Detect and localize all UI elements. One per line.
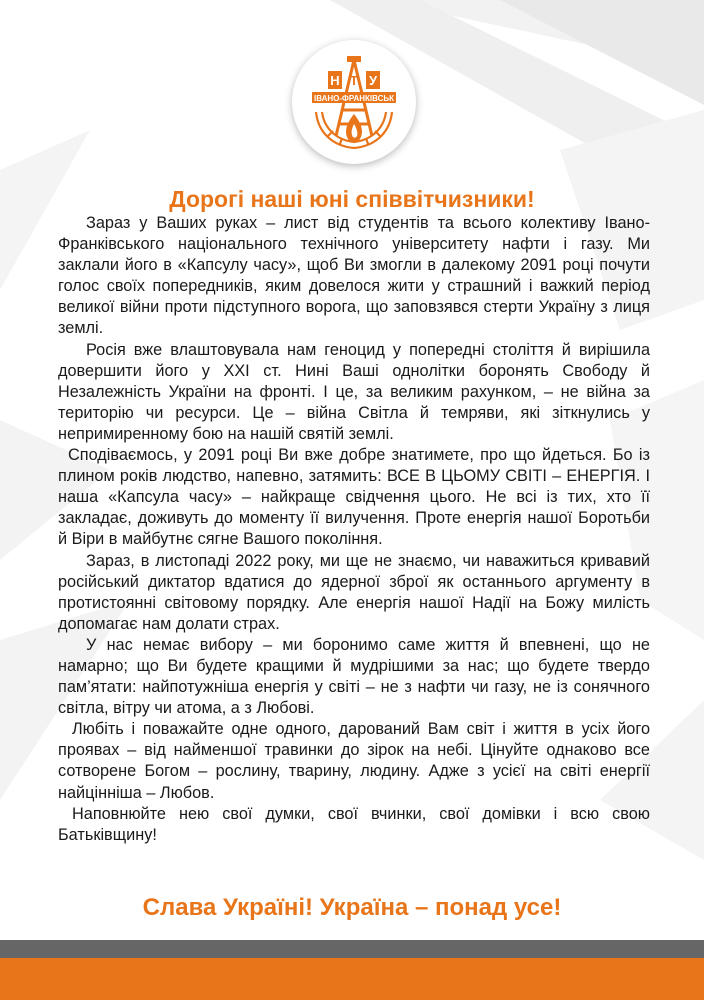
logo-city-text: ІВАНО-ФРАНКІВСЬК	[313, 94, 395, 103]
paragraph: У нас немає вибору – ми боронимо саме життя й впевнені, що не намарно; що Ви будете кращими й мудрішими за нас; що будете твердо пам’ятати: найпотужніша енергія у світі – не з нафти чи газу, не із сонячного світла, вітру чи атома, а з Любові.	[58, 635, 650, 718]
page-heading: Дорогі наші юні співвітчизники!	[169, 186, 535, 212]
logo-letter-n: Н	[330, 73, 340, 88]
flame-icon	[346, 114, 362, 142]
logo-letter-u: У	[368, 73, 378, 88]
paragraph: Зараз, в листопаді 2022 року, ми ще не знаємо, чи наважиться кривавий російський диктатор вдатися до ядерної зброї як останнього аргументу в протистоянні світовому порядку. Але енергія нашої Надії на Божу милість допомагає нам долати страх.	[58, 551, 650, 633]
footer-orange-band	[0, 958, 704, 1000]
paragraph: Наповнюйте нею свої думки, свої вчинки, свої домівки і всю свою Батьківщину!	[58, 804, 650, 844]
letter-body	[58, 213, 650, 846]
paragraph: Росія вже влаштовувала нам геноцид у попередні століття й вирішила довершити його у ХХІ ст. Нині Ваші однолітки боронять Свободу й Незалежність України на фронті. І це, за великим рахунком, – не війна за територію чи ресурси. Це – війна Світла й темряви, які зіткнулись у непримиренному бою на нашій святій землі.	[58, 340, 650, 443]
paragraph: Зараз у Ваших руках – лист від студентів та всього колективу Івано-Франківського національного технічного університету нафти і газу. Ми заклали його в «Капсулу часу», щоб Ви змогли в далекому 2091 році почути голос своїх попередників, яким довелося жити у страшний і важкий період великої війни проти підступного ворога, що заповзявся стерти Україну з лиця землі.	[58, 214, 650, 338]
logo-top-bar	[347, 56, 361, 62]
logo-letter-t: Т	[350, 73, 358, 88]
paragraph: Сподіваємось, у 2091 році Ви вже добре знатимете, про що йдеться. Бо із плином років людство, напевно, затямить: ВСЕ В ЦЬОМУ СВІТІ – ЕНЕРГІЯ. І наша «Капсула часу» – найкраще свідчення цього. Не всі із тих, хто її закладає, доживуть до моменту її вилучення. Проте енергія нашої Боротьби й Віри в майбутнє сягне Вашого покоління.	[58, 446, 650, 549]
paragraph: Любіть і поважайте одне одного, дарований Вам світ і життя в усіх його проявах – від найменшої травинки до зірок на небі. Цінуйте однаково все сотворене Богом – рослину, тварину, людину. Адже з усієї на світі енергії найцінніша – Любов.	[58, 720, 650, 802]
footer-gray-band	[0, 940, 704, 958]
university-logo	[292, 40, 416, 164]
closing-slogan: Слава Україні! Україна – понад усе!	[142, 894, 562, 921]
